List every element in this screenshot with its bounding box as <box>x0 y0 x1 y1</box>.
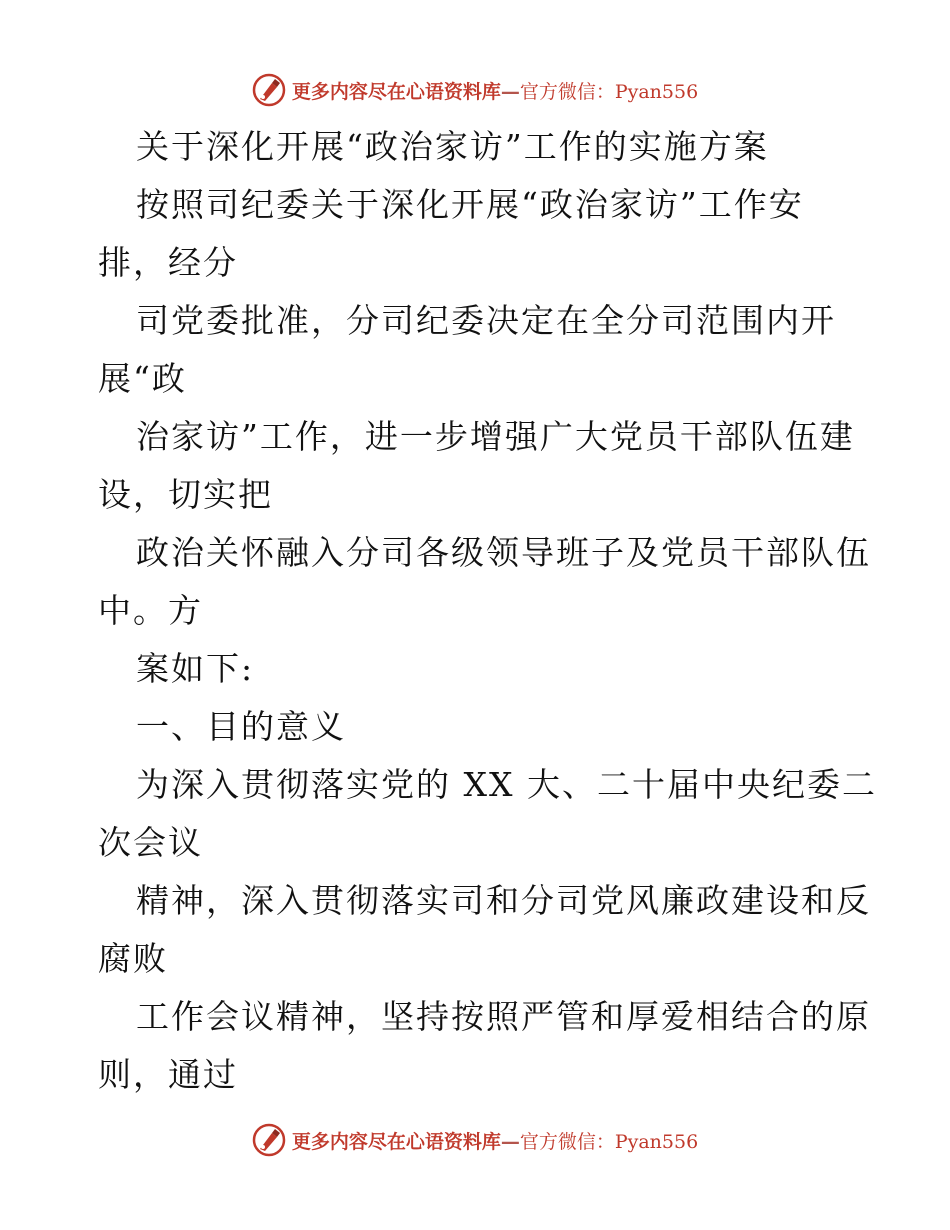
text-line: 治家访”工作，进一步增强广大党员干部队伍建 <box>136 417 855 456</box>
text-line: 司党委批准，分司纪委决定在全分司范围内开 <box>136 301 836 340</box>
text-line: 案如下: <box>136 649 255 688</box>
text-line: 腐败 <box>98 939 168 978</box>
header-watermark-banner <box>0 68 950 112</box>
text-line: 排，经分 <box>98 243 238 282</box>
text-line: 精神，深入贯彻落实司和分司党风廉政建设和反 <box>136 881 871 920</box>
pen-logo-icon <box>252 1123 286 1157</box>
text-line: 政治关怀融入分司各级领导班子及党员干部队伍 <box>136 533 871 572</box>
text-line: 一、目的意义 <box>136 707 346 746</box>
footer-watermark-banner <box>0 1118 950 1162</box>
footer-banner-text: 更多内容尽在心语资料库—官方微信：Pyan556 <box>291 1130 699 1153</box>
text-line: 次会议 <box>98 823 203 862</box>
text-line: 为深入贯彻落实党的 XX 大、二十届中央纪委二 <box>136 765 877 804</box>
text-line: 设，切实把 <box>98 475 273 514</box>
text-line: 工作会议精神，坚持按照严管和厚爱相结合的原 <box>136 997 871 1036</box>
header-banner-text: 更多内容尽在心语资料库—官方微信：Pyan556 <box>291 80 699 103</box>
text-line: 展“政 <box>98 359 187 398</box>
text-line: 关于深化开展“政治家访”工作的实施方案 <box>136 127 769 166</box>
text-line: 则，通过 <box>98 1055 238 1094</box>
text-line: 按照司纪委关于深化开展“政治家访”工作安 <box>136 185 804 224</box>
document-body <box>98 118 877 1104</box>
text-line: 中。方 <box>98 591 203 630</box>
pen-logo-icon <box>252 73 286 107</box>
